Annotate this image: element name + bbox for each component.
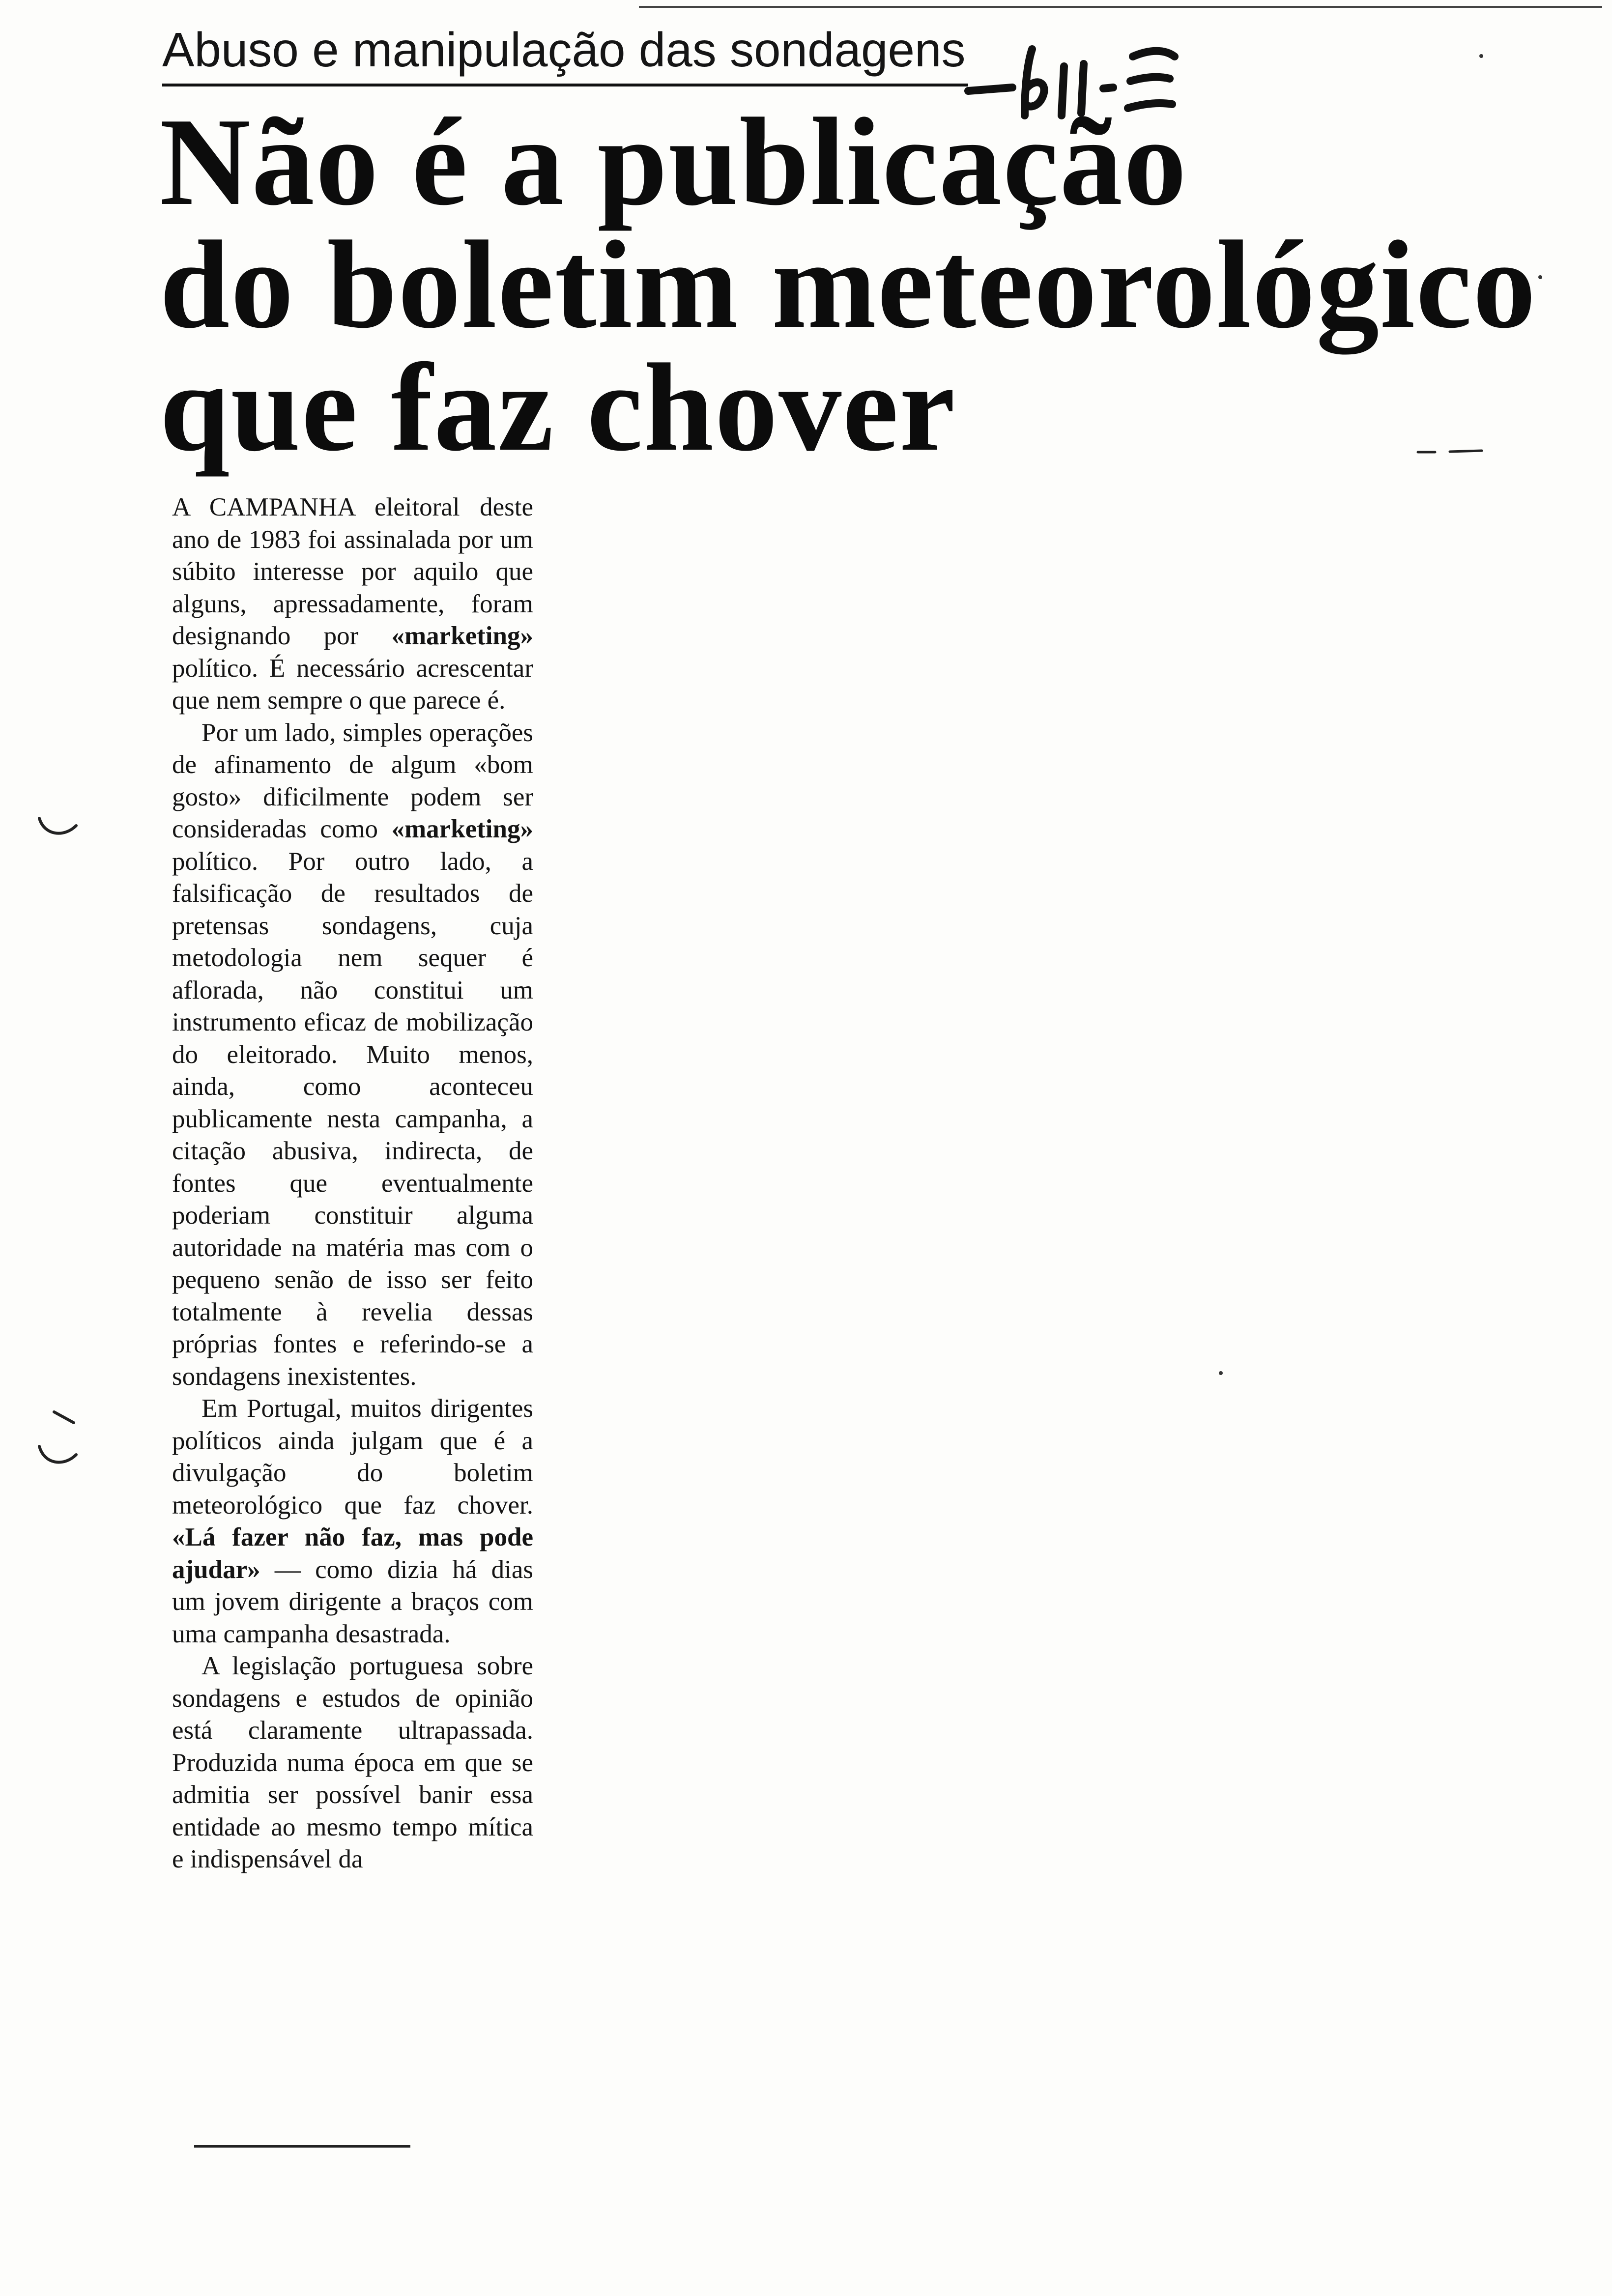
headline-line-3: que faz chover — [160, 338, 956, 477]
article-body — [172, 491, 533, 1876]
top-edge-rule — [639, 6, 1602, 8]
speck — [1538, 275, 1542, 279]
handwritten-annotation — [963, 29, 1238, 128]
bold-run: «Lá fazer não faz, mas pode ajudar» — [172, 1523, 533, 1584]
column-end-rule — [194, 2145, 410, 2148]
paragraph — [172, 491, 533, 717]
paragraph — [172, 1650, 533, 1876]
text-run: político. Por outro lado, a falsificação de resultados de pretensas sondagens, cuja metodologia nem sequer é aflorada, não constitui um instrumento eficaz de mobilização do eleitorado. Muito menos, ainda, como aconteceu publicamente nesta campanha, a citação abusiva, indirecta, de fontes que eventualmente poderiam constituir alguma autoridade na matéria mas com o pequeno senão de isso ser feito totalmente à revelia dessas próprias fontes e referindo-se a sondagens inexistentes. — [172, 847, 533, 1391]
headline-line-2: do boletim meteorológico — [160, 215, 1537, 354]
punch-hole-mark-icon — [34, 1408, 79, 1437]
paragraph — [172, 717, 533, 1393]
article-kicker: Abuso e manipulação das sondagens — [162, 23, 966, 77]
text-run: Por um lado, simples operações de afinamento de algum «bom gosto» dificilmente podem ser consideradas como — [172, 718, 533, 843]
kicker-underline — [162, 84, 968, 86]
paragraph — [172, 1393, 533, 1650]
article-headline — [160, 92, 1537, 477]
punch-hole-mark-icon — [34, 1442, 79, 1472]
text-run: — como dizia há dias um jovem dirigente a braços com uma campanha desastrada. — [172, 1555, 533, 1648]
text-run: político. É necessário acrescentar que nem sempre o que parece é. — [172, 654, 533, 715]
bold-run: «marketing» — [391, 815, 533, 843]
punch-hole-mark-icon — [34, 813, 79, 843]
margin-dash-mark — [1415, 445, 1484, 459]
headline-line-1: Não é a publicação — [160, 92, 1188, 231]
bold-run: «marketing» — [391, 622, 533, 650]
text-run: A CAMPANHA eleitoral deste ano de 1983 foi assinalada por um súbito interesse por aquilo que alguns, apressadamente, foram designando por — [172, 493, 533, 650]
text-run: Em Portugal, muitos dirigentes políticos ainda julgam que é a divulgação do boletim meteorológico que faz chover. — [172, 1394, 533, 1520]
speck — [1479, 54, 1483, 58]
speck — [1219, 1371, 1223, 1375]
text-run: A legislação portuguesa sobre sondagens e estudos de opinião está claramente ultrapassada. Produzida numa época em que se admitia ser possível banir essa entidade ao mesmo tempo mítica e indispensável da — [172, 1652, 533, 1873]
